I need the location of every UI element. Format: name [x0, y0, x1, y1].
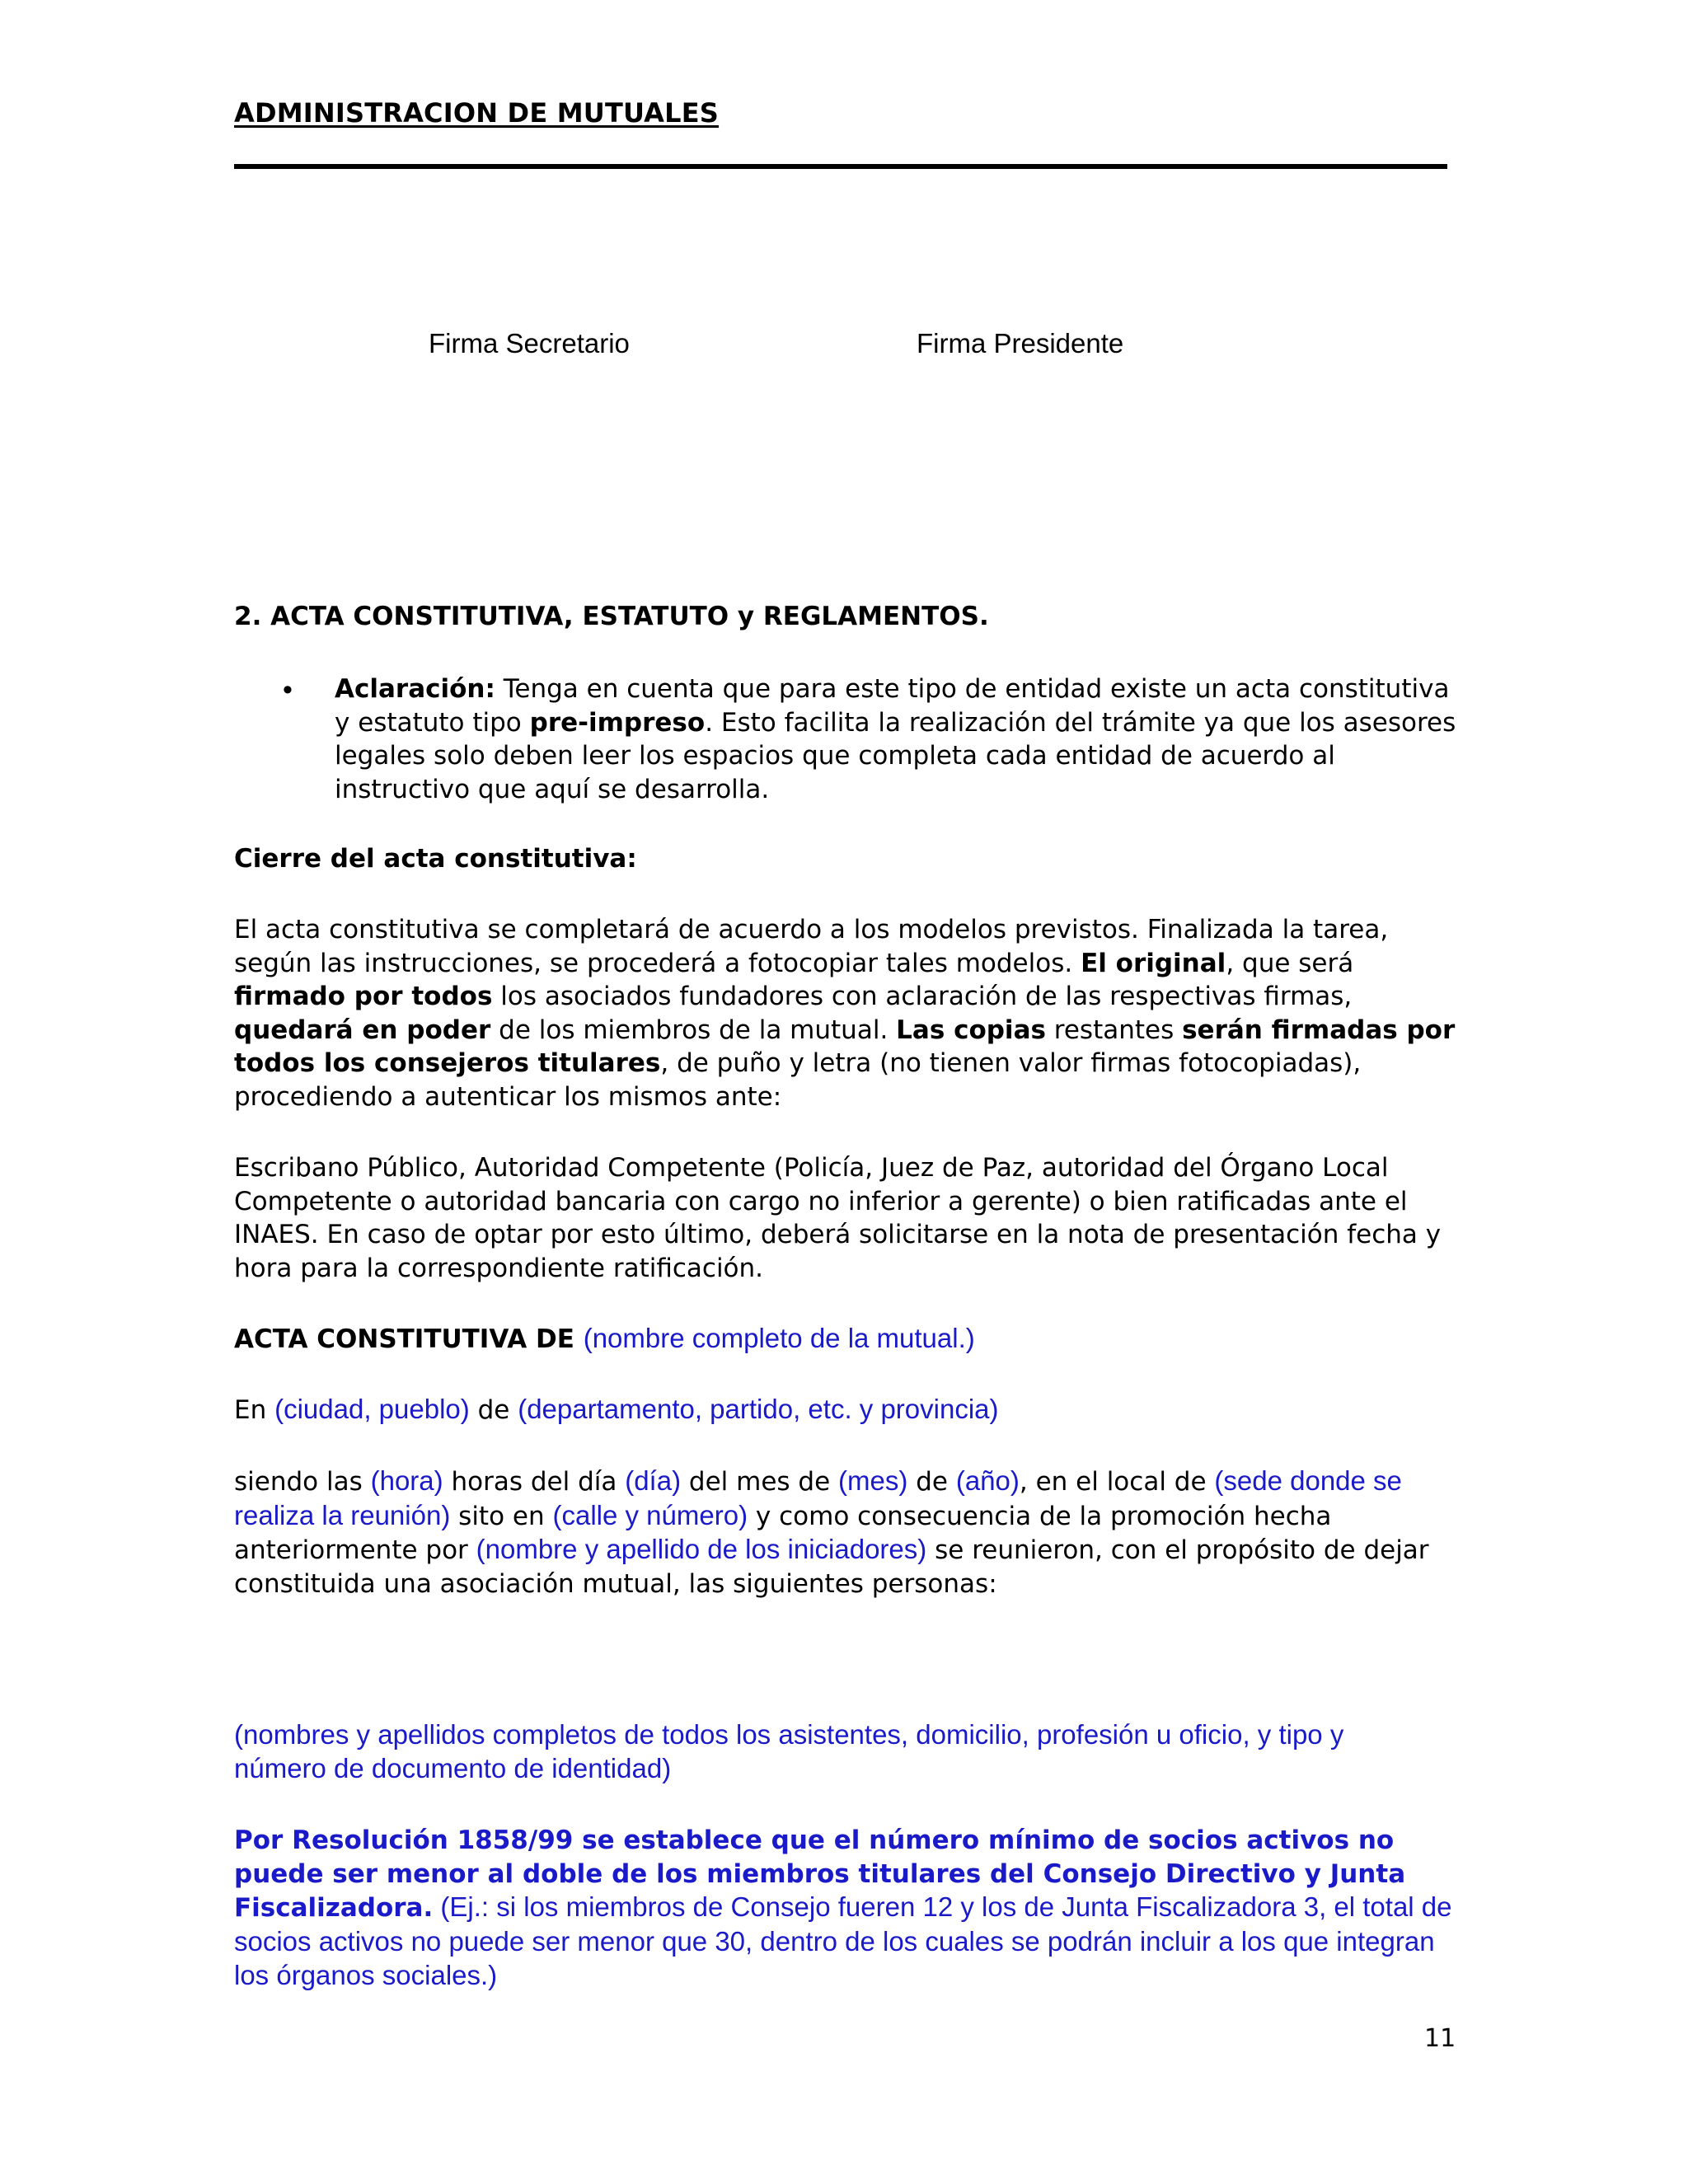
resolution-paragraph	[234, 1824, 1470, 1994]
meeting-text: de	[907, 1467, 956, 1497]
acta-title-placeholder: (nombre completo de la mutual.)	[583, 1323, 975, 1353]
paragraph-bold: serán firmadas por todos los consejeros titulares	[234, 1015, 1456, 1078]
acta-title-label: ACTA CONSTITUTIVA DE	[234, 1324, 584, 1354]
location-text: En	[234, 1395, 275, 1425]
paragraph-bold: firmado por todos	[234, 982, 493, 1011]
attendees-placeholder: (nombres y apellidos completos de todos los asistentes, domicilio, profesión u oficio, y tipo y número de documento de identidad)	[234, 1719, 1344, 1783]
clarification-label: Aclaración:	[335, 674, 495, 704]
paragraph-text: los asociados fundadores con aclaración de las respectivas firmas,	[492, 982, 1353, 1011]
meeting-text: se reunieron, con el propósito de dejar constituida una asociación mutual, las siguientes personas:	[234, 1535, 1429, 1599]
meeting-paragraph	[234, 1465, 1446, 1601]
section-heading: 2. ACTA CONSTITUTIVA, ESTATUTO y REGLAMENTOS.	[234, 602, 989, 631]
placeholder-year: (año)	[955, 1465, 1020, 1496]
clarification-text: Tenga en cuenta que para este tipo de entidad existe un acta constitutiva y estatuto tipo	[335, 674, 1450, 738]
paragraph-text: restantes	[1045, 1015, 1183, 1045]
meeting-text: sito en	[450, 1501, 553, 1531]
clarification-bullet	[335, 673, 1464, 806]
resolution-bold: Por Resolución 1858/99 se establece que el número mínimo de socios activos no puede ser menor al doble de los miembros titulares del Consejo Directivo y Junta Fiscalizadora.	[234, 1825, 1406, 1923]
placeholder-city: (ciudad, pueblo)	[274, 1394, 470, 1424]
paragraph-text: , que será	[1226, 948, 1354, 978]
signature-president: Firma Presidente	[917, 328, 1124, 359]
placeholder-hour: (hora)	[370, 1465, 443, 1496]
paragraph-text: El acta constitutiva se completará de acuerdo a los modelos previstos. Finalizada la tarea, según las instrucciones, se procederá a fotocopiar tales modelos.	[234, 915, 1389, 978]
paragraph-text: , de puño y letra (no tienen valor firmas fotocopiadas), procediendo a autenticar los mismos ante:	[234, 1048, 1362, 1112]
meeting-text: y como consecuencia de la promoción hecha anteriormente por	[234, 1501, 1332, 1565]
acta-title-line	[234, 1322, 1487, 1357]
header-rule	[234, 164, 1447, 169]
placeholder-month: (mes)	[838, 1465, 908, 1496]
clarification-emphasis: pre-impreso	[529, 707, 706, 738]
paragraph-bold: Las copias	[896, 1015, 1046, 1045]
placeholder-department: (departamento, partido, etc. y provincia)	[518, 1394, 999, 1424]
clarification-text-end: . Esto facilita la realización del trámite ya que los asesores legales solo deben leer los espacios que completa cada entidad de acuerdo al instructivo que aquí se desarrolla.	[335, 707, 1456, 804]
location-text: de	[469, 1395, 518, 1425]
bullet-marker: •	[283, 674, 293, 705]
authentication-paragraph: Escribano Público, Autoridad Competente (Policía, Juez de Paz, autoridad del Órgano Local Competente o autoridad bancaria con cargo no inferior a gerente) o bien ratificadas ante el INAES. En caso de optar por esto último, deberá solicitarse en la nota de presentación fecha y hora para la correspondiente ratificación.	[234, 1153, 1442, 1283]
signature-secretary: Firma Secretario	[429, 328, 630, 359]
meeting-text: horas del día	[443, 1467, 626, 1497]
cierre-paragraph	[234, 913, 1470, 1113]
paragraph-bold: El original	[1081, 948, 1226, 978]
placeholder-day: (día)	[625, 1465, 682, 1496]
placeholder-initiators: (nombre y apellido de los iniciadores)	[476, 1534, 927, 1564]
paragraph-bold: quedará en poder	[234, 1015, 491, 1045]
location-line	[234, 1393, 1487, 1427]
placeholder-street: (calle y número)	[552, 1499, 748, 1530]
page-number: 11	[1424, 2024, 1456, 2053]
document-header-title: ADMINISTRACION DE MUTUALES	[234, 97, 720, 129]
meeting-text: siendo las	[234, 1467, 371, 1497]
cierre-heading: Cierre del acta constitutiva:	[234, 844, 637, 874]
resolution-example: (Ej.: si los miembros de Consejo fueren 12 y los de Junta Fiscalizadora 3, el total de socios activos no puede ser menor que 30, dentro de los cuales se podrán incluir a los que integran los órganos sociales.)	[234, 1891, 1452, 1990]
paragraph-text: de los miembros de la mutual.	[490, 1015, 897, 1045]
meeting-text: del mes de	[681, 1467, 839, 1497]
placeholder-venue: (sede donde se realiza la reunión)	[234, 1465, 1402, 1530]
meeting-text: , en el local de	[1019, 1467, 1215, 1497]
